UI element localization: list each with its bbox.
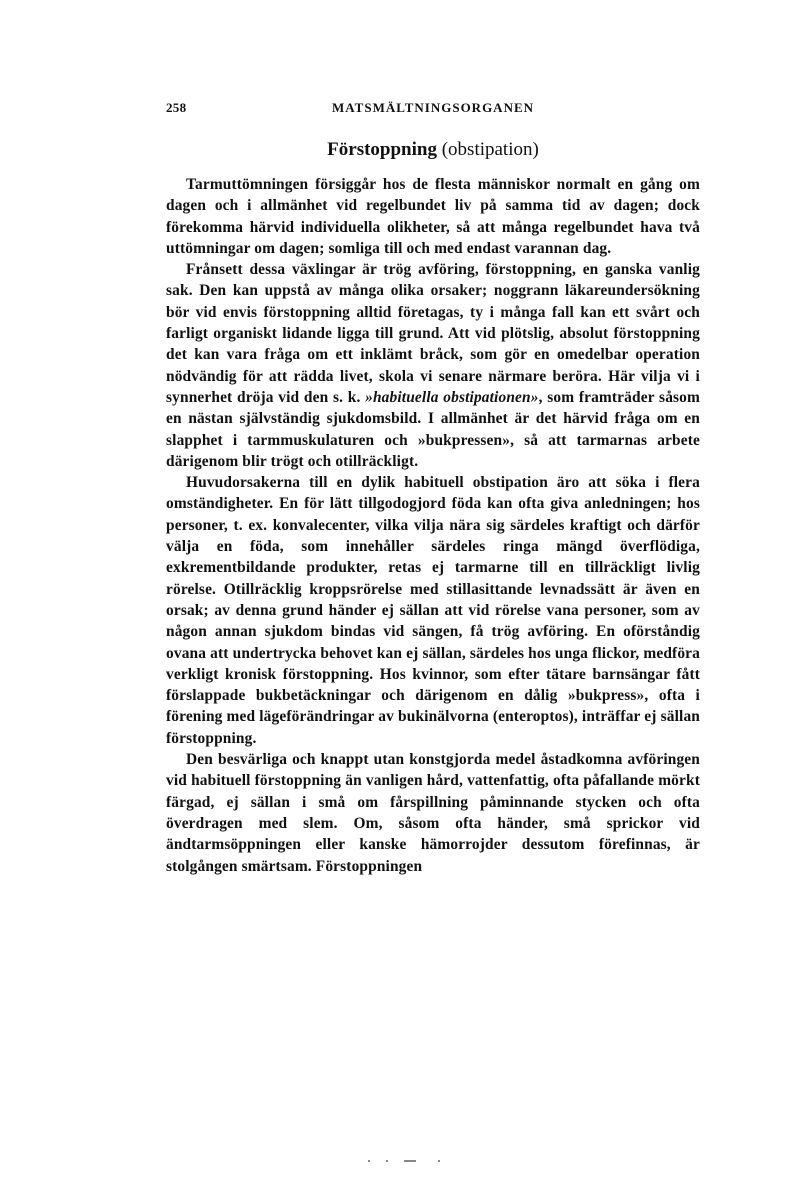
paragraph-2-end: , som framträder såsom en nästan självständig sjukdomsbild. I allmänhet är det härvid fråga om en slapphet i tarmmuskulaturen och »bukpressen», så att tarmarnas arbete därigenom blir trögt och otillräckligt. (166, 388, 700, 470)
book-page (166, 100, 700, 877)
paragraph-2-start: Frånsett dessa växlingar är trög avföring, förstoppning, en ganska vanlig sak. Den kan uppstå av många olika orsaker; noggrann läkareundersökning bör vid envis förstoppning alltid företagas, ty i många fall kan ett svårt och farligt organiskt lidande ligga till grund. Att vid plötslig, absolut förstoppning det kan vara fråga om ett inklämt bråck, som gör en omedelbar operation nödvändig för att rädda livet, skola vi senare närmare beröra. Här vilja vi i synnerhet dröja vid den s. k. (166, 261, 700, 406)
paragraph-3: Huvudorsakerna till en dylik habituell obstipation äro att söka i flera omständigheter. En för lätt tillgodogjord föda kan ofta giva anledningen; hos personer, t. ex. konvalecenter, vilka vilja nära sig särdeles kraftigt och därför välja en föda, som innehåller särdeles ringa mängd överflödiga, exkrementbildande produkter, retas ej tarmarne till en tillräckligt livlig rörelse. Otillräcklig kroppsrörelse med stillasittande levnadssätt är även en orsak; av denna grund händer ej sällan att vid rörelse vana personer, som av någon annan sjukdom bindas vid sängen, få trög avföring. En oförståndig ovana att undertrycka behovet kan ej sällan, särdeles hos unga flickor, medföra verkligt kronisk förstoppning. Hos kvinnor, som efter tätare barnsängar fått förslappade bukbetäckningar och därigenom en dålig »bukpress», ofta i förening med lägeförändringar av bukinälvorna (enteroptos), inträffar ej sällan förstoppning. (166, 474, 700, 747)
section-title-main: Förstoppning (327, 139, 437, 160)
section-title (166, 138, 700, 162)
paragraph-2-italic-term: »habituella obstipationen» (365, 388, 539, 406)
scan-specks (368, 1158, 448, 1164)
running-title: MATSMÄLTNINGSORGANEN (331, 100, 535, 115)
running-head (166, 100, 700, 120)
paragraph-1: Tarmuttömningen försiggår hos de flesta människor normalt en gång om dagen och i allmänhet vid regelbundet liv på samma tid av dagen; dock förekomma härvid individuella olikheter, så att många regelbundet hava två uttömningar om dagen; somliga till och med endast varannan dag. (166, 176, 700, 257)
section-title-parenthetical: (obstipation) (441, 139, 539, 160)
page-number: 258 (166, 100, 187, 115)
paragraph-2 (166, 259, 700, 472)
paragraph-4: Den besvärliga och knappt utan konstgjorda medel åstadkomna avföringen vid habituell förstoppning än vanligen hård, vattenfattig, ofta påfallande mörkt färgad, ej sällan i små om fårspillning påminnande stycken och ofta överdragen med slem. Om, såsom ofta händer, små sprickor vid ändtarmsöppningen eller kanske hämorrojder dessutom förefinnas, är stolgången smärtsam. Förstoppningen (166, 751, 700, 875)
body-text (166, 174, 700, 877)
